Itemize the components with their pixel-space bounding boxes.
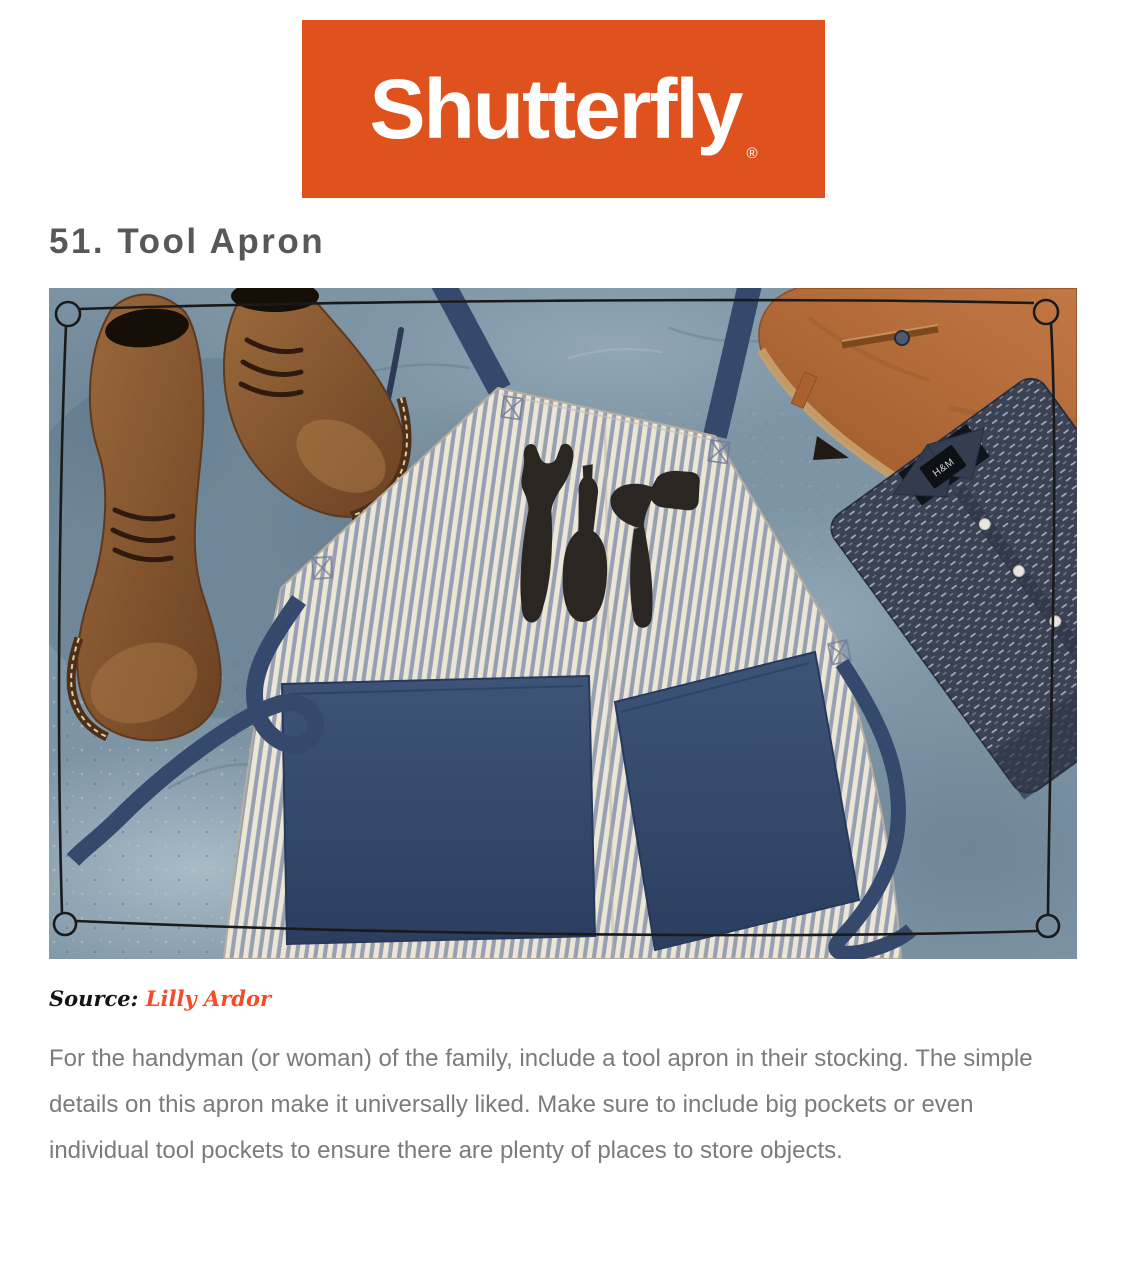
article-body: For the handyman (or woman) of the family, include a tool apron in their stocking. The simple details on this apron make it universally liked. Make sure to include big pockets or even individual tool pockets to ensure there are plenty of places to store objects. [49,1045,1033,1165]
pocket-button [895,331,909,345]
hm-tag-label: H&M [931,456,957,480]
article-photo [49,288,1077,959]
source-link[interactable]: Lilly Ardor [145,986,272,1011]
shutterfly-logo [302,20,825,198]
source-credit [49,986,1126,1011]
shutterfly-wordmark: Shutterfly [369,62,742,156]
apron-pocket-right [615,652,859,950]
apron-pocket-left [282,676,595,944]
page-title: 51. Tool Apron [49,222,326,261]
registered-trademark-icon: ® [746,145,758,162]
source-label: Source: [49,986,139,1011]
tool-apron-photo [49,288,1077,959]
